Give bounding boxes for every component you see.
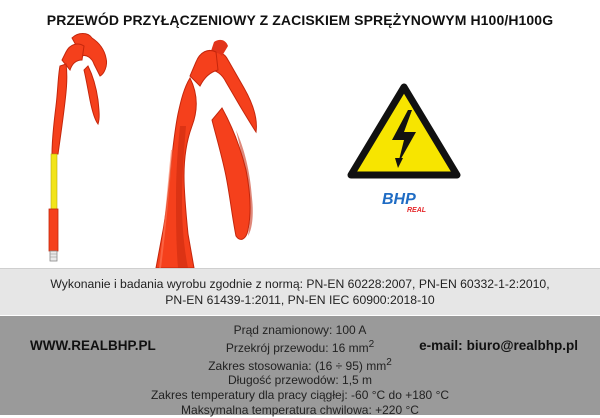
logo-subtext: REAL: [407, 207, 427, 214]
norms-line-1: Wykonanie i badania wyrobu zgodnie z normą: PN-EN 60228:2007, PN-EN 60332-1-2:2010,: [50, 277, 550, 291]
spec-item: [234, 323, 367, 338]
spec-label: Prąd znamionowy:: [233, 323, 333, 337]
spec-item: [226, 338, 374, 356]
logo-text: BHP: [382, 191, 416, 208]
spec-label: Zakres stosowania:: [208, 358, 312, 373]
norms-section: [0, 268, 600, 315]
spec-item: [181, 403, 419, 418]
spec-label: Zakres temperatury dla pracy ciągłej:: [150, 388, 348, 403]
page-title: PRZEWÓD PRZYŁĄCZENIOWY Z ZACISKIEM SPRĘŻYNOWYM H100/H100G: [46, 12, 554, 28]
small-clamp-image: [49, 34, 107, 262]
email-address[interactable]: biuro@realbhp.pl: [466, 338, 578, 353]
spec-value: 16 mm: [331, 340, 369, 355]
large-clamp-image: [156, 40, 256, 268]
spec-label: Przekrój przewodu:: [225, 340, 329, 355]
spec-value: (16 ÷ 95) mm: [314, 358, 387, 373]
email-label: e-mail:: [419, 338, 463, 353]
spec-value: +220 °C: [375, 402, 419, 417]
spec-item: [151, 388, 449, 403]
spec-label: Długość przewodów:: [227, 373, 339, 388]
spec-superscript: 2: [386, 356, 392, 368]
high-voltage-warning-icon: [346, 82, 462, 180]
product-photo: [0, 30, 300, 268]
bhp-logo: [381, 189, 433, 215]
specs-section: [0, 316, 600, 415]
spec-item: [228, 373, 372, 388]
norms-line-2: PN-EN 61439-1:2011, PN-EN IEC 60900:2018-10: [165, 293, 435, 307]
website-link[interactable]: WWW.REALBHP.PL: [30, 338, 156, 353]
spec-value: 100 A: [335, 323, 367, 337]
spec-superscript: 2: [368, 338, 375, 350]
spec-label: Maksymalna temperatura chwilowa:: [181, 402, 372, 417]
spec-item: [208, 356, 392, 374]
spec-value: -60 °C do +180 °C: [351, 388, 450, 403]
spec-value: 1,5 m: [342, 373, 373, 388]
email-contact[interactable]: [419, 338, 578, 353]
